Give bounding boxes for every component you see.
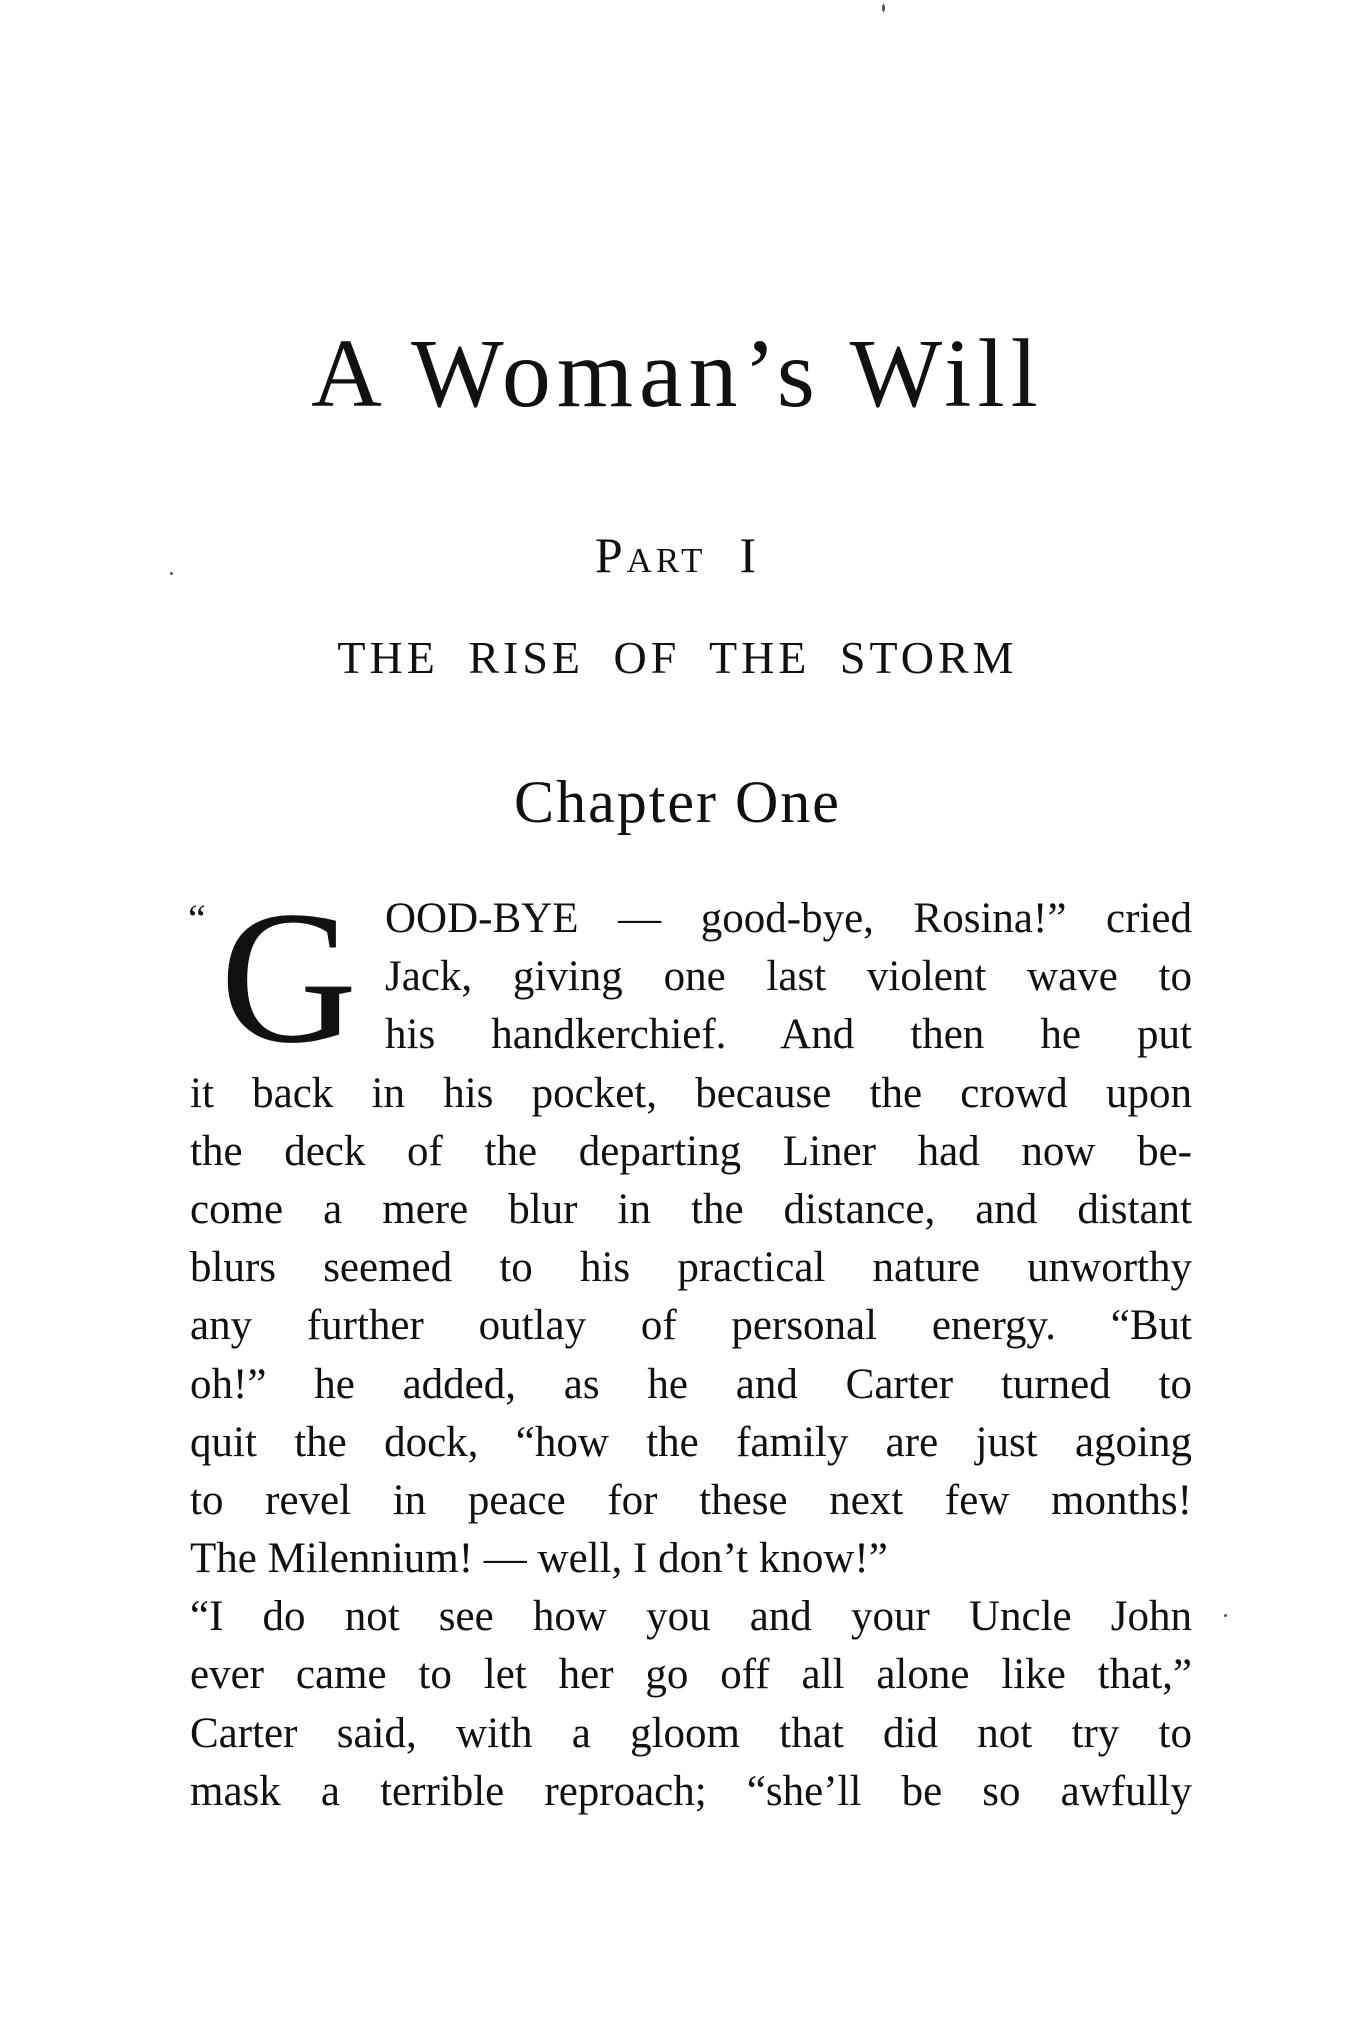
ink-speck bbox=[882, 4, 885, 12]
chapter-body bbox=[188, 873, 1192, 1821]
text-line: it back in his pocket, because the crowd upon bbox=[190, 1069, 1192, 1117]
text-line: blurs seemed to his practical nature unworthy bbox=[190, 1244, 1192, 1292]
text-line: any further outlay of personal energy. “But bbox=[190, 1302, 1192, 1350]
ink-speck bbox=[1224, 1614, 1227, 1617]
text-line: to revel in peace for these next few months! bbox=[190, 1476, 1192, 1524]
book-title: A Woman’s Will bbox=[311, 320, 1044, 428]
text-line: come a mere blur in the distance, and distant bbox=[190, 1185, 1192, 1233]
drop-cap-letter: G bbox=[220, 873, 358, 1083]
part-label-rest: art bbox=[626, 527, 707, 583]
part-heading bbox=[0, 527, 1355, 583]
part-number: I bbox=[739, 527, 761, 583]
part-label-initial: P bbox=[594, 527, 627, 583]
text-line: The Milennium! — well, I don’t know!” bbox=[190, 1535, 888, 1583]
text-line: the deck of the departing Liner had now be- bbox=[190, 1127, 1192, 1175]
text-line: “I do not see how you and your Uncle John bbox=[190, 1593, 1192, 1641]
text-line: OOD-BYE — good-bye, Rosina!” cried bbox=[385, 895, 1192, 942]
text-line: mask a terrible reproach; “she’ll be so awfully bbox=[190, 1767, 1192, 1815]
text-line: Carter said, with a gloom that did not try to bbox=[190, 1709, 1192, 1757]
second-paragraph bbox=[190, 1588, 1192, 1821]
text-line: ever came to let her go off all alone like that,” bbox=[190, 1651, 1192, 1699]
opening-paragraph bbox=[188, 873, 1192, 1588]
opening-quote-mark: “ bbox=[188, 896, 206, 941]
text-line: oh!” he added, as he and Carter turned to bbox=[190, 1360, 1192, 1408]
chapter-heading: Chapter One bbox=[514, 769, 841, 835]
text-line: his handkerchief. And then he put bbox=[385, 1011, 1192, 1059]
text-line: quit the dock, “how the family are just agoing bbox=[190, 1418, 1192, 1466]
part-title: THE RISE OF THE STORM bbox=[337, 632, 1018, 683]
text-line: Jack, giving one last violent wave to bbox=[385, 953, 1192, 1001]
